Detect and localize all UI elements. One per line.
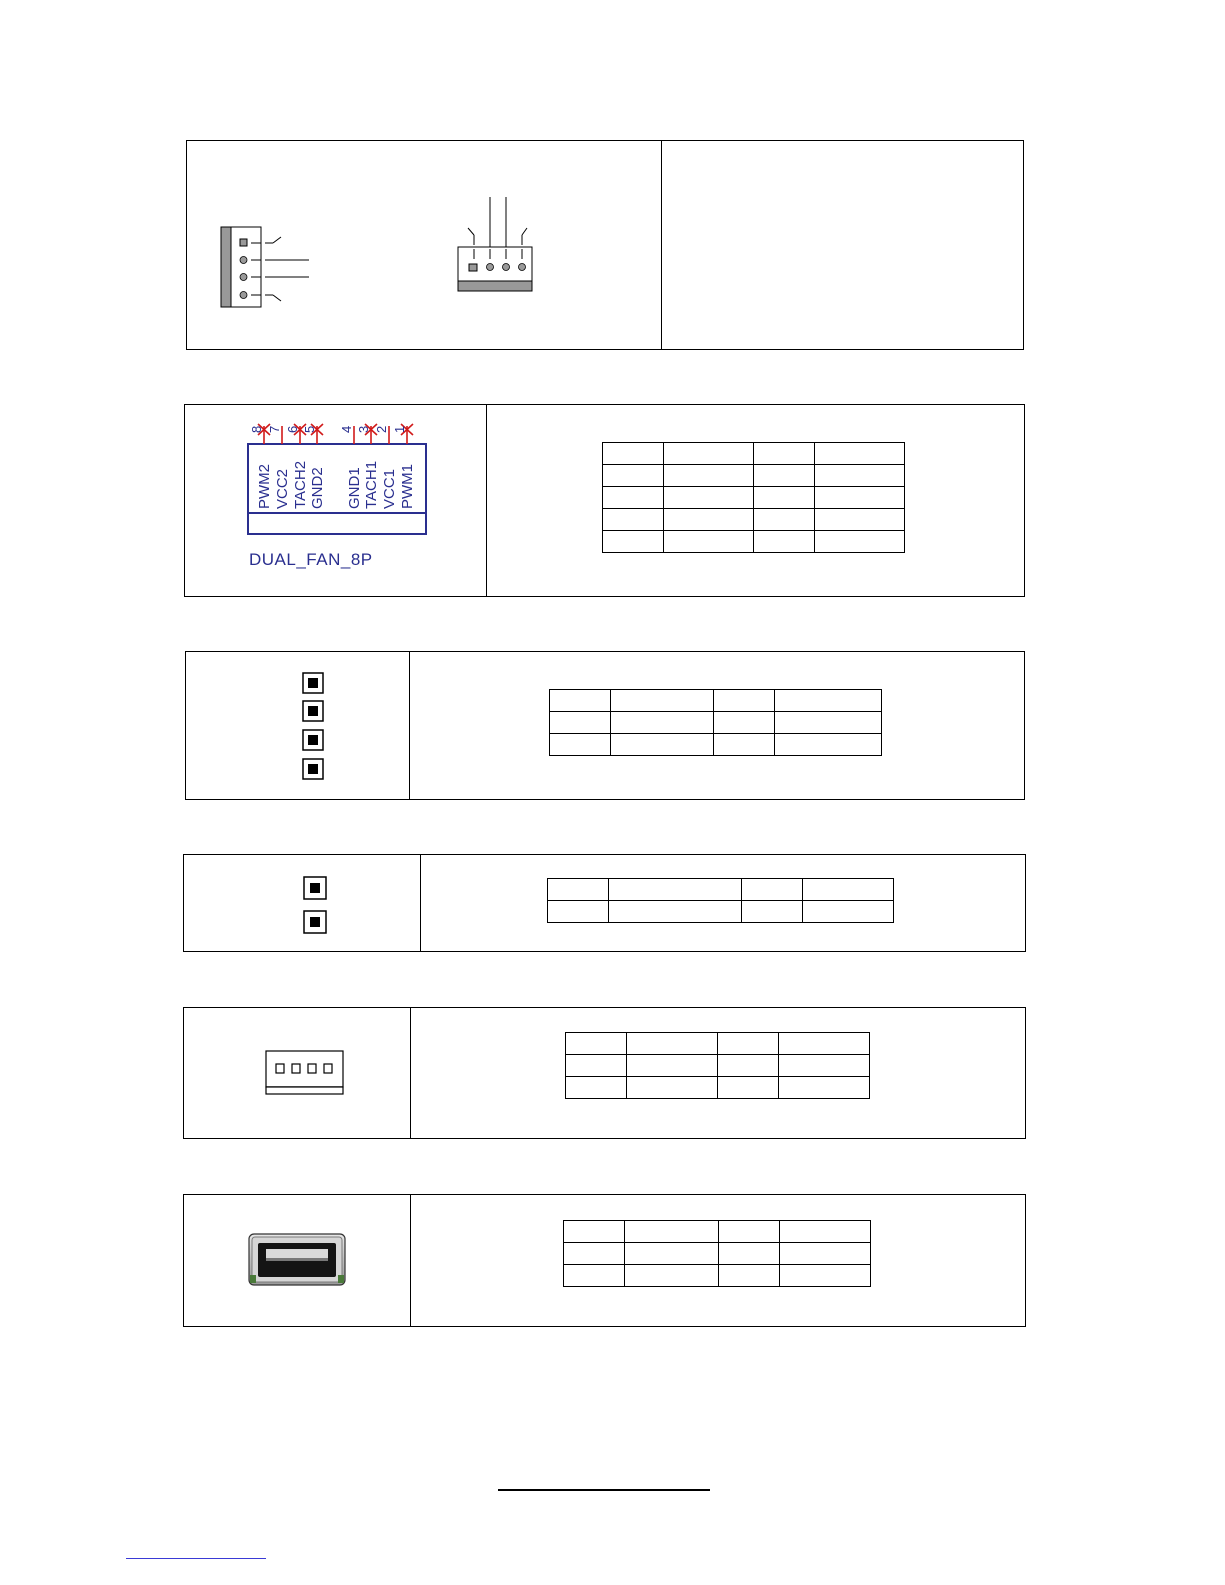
table-row: [603, 465, 905, 487]
dual-fan-8p-schematic: [245, 421, 435, 541]
pin-table: [565, 1032, 870, 1099]
table-row: [550, 690, 882, 712]
table-row: [603, 443, 905, 465]
section-4pin-connector: [183, 1007, 1026, 1139]
pin-number: 7: [267, 425, 282, 433]
pin-table: [547, 878, 894, 923]
table-row: [566, 1055, 870, 1077]
pin-signal-tach1: TACH1: [363, 460, 380, 509]
table-row: [564, 1243, 871, 1265]
usb-port-icon: [248, 1233, 348, 1289]
vertical-4pin-connector-drawing: [221, 227, 321, 312]
pin-number: 4: [339, 425, 354, 433]
section-divider: [486, 405, 487, 596]
section-divider: [410, 1195, 411, 1326]
pin-signal-vcc1: VCC1: [381, 468, 398, 509]
section-divider: [661, 141, 662, 349]
table-row: [603, 509, 905, 531]
pin-number: 3: [356, 425, 371, 433]
vertical-4pin-header-drawing: [302, 672, 326, 782]
section-fan-connector-photo: [186, 140, 1024, 350]
table-row: [566, 1077, 870, 1099]
pin-table: [549, 689, 882, 756]
pin-number: 6: [285, 425, 300, 433]
table-row: [548, 901, 894, 923]
section-divider: [420, 855, 421, 951]
table-row: [603, 487, 905, 509]
vertical-2pin-header-drawing: [303, 876, 329, 936]
footer-rule: [498, 1489, 710, 1491]
section-2pin-header: [183, 854, 1026, 952]
pin-signal-tach2: TACH2: [292, 460, 309, 509]
section-dual-fan-8p: [184, 404, 1025, 597]
footer-link-underline: [126, 1558, 266, 1559]
pin-signal-gnd2: GND2: [309, 467, 326, 509]
section-divider: [409, 652, 410, 799]
horizontal-4pin-connector-drawing: [455, 197, 535, 297]
table-row: [564, 1221, 871, 1243]
pin-table: [563, 1220, 871, 1287]
section-4pin-header: [185, 651, 1025, 800]
pin-number: 8: [249, 425, 264, 433]
table-row: [550, 734, 882, 756]
table-row: [603, 531, 905, 553]
pin-number: 1: [392, 425, 407, 433]
connector-label: DUAL_FAN_8P: [249, 550, 373, 569]
pin-signal-gnd1: GND1: [346, 467, 363, 509]
pin-table: [602, 442, 905, 553]
horizontal-4pin-connector-drawing: [265, 1050, 347, 1098]
pin-signal-pwm2: PWM2: [256, 464, 273, 509]
section-usb-port: [183, 1194, 1026, 1327]
table-row: [564, 1265, 871, 1287]
table-row: [548, 879, 894, 901]
pin-signal-pwm1: PWM1: [399, 464, 416, 509]
pin-number: 5: [302, 425, 317, 433]
table-row: [550, 712, 882, 734]
pin-signal-vcc2: VCC2: [274, 468, 291, 509]
table-row: [566, 1033, 870, 1055]
section-divider: [410, 1008, 411, 1138]
pin-number: 2: [374, 425, 389, 433]
